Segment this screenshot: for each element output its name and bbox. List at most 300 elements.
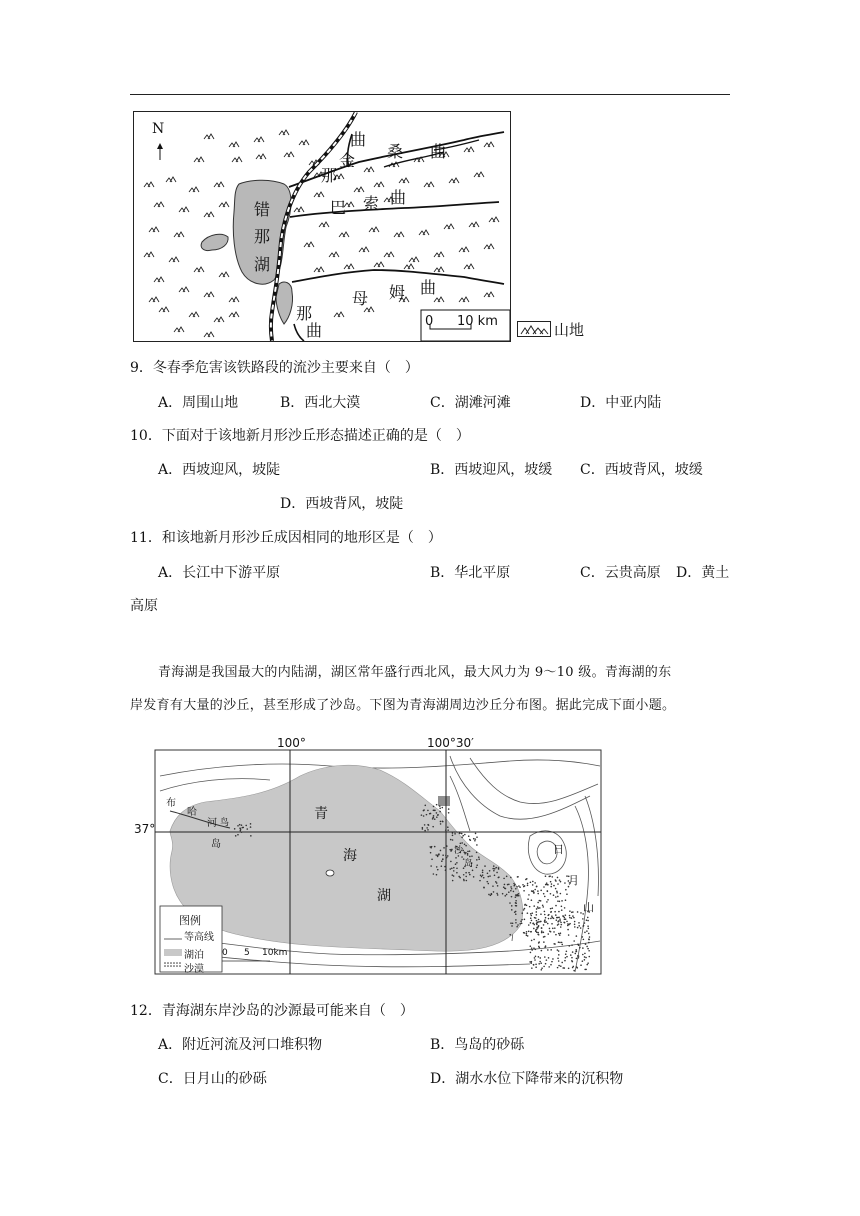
legend-desert-dot	[179, 965, 181, 967]
desert-dot	[424, 805, 426, 807]
desert-dot	[571, 917, 573, 919]
mountain-icon	[299, 140, 309, 145]
desert-dot	[493, 865, 495, 867]
desert-dot	[545, 945, 547, 947]
mountain-icon	[204, 212, 214, 217]
desert-dot	[561, 906, 563, 908]
mountain-icon	[424, 182, 434, 187]
desert-dot	[539, 947, 541, 949]
desert-dot	[573, 940, 575, 942]
desert-dot	[535, 949, 537, 951]
desert-dot	[483, 886, 485, 888]
desert-dot	[518, 885, 520, 887]
desert-dot	[455, 863, 457, 865]
desert-dot	[540, 962, 542, 964]
desert-dot	[564, 917, 566, 919]
desert-dot	[441, 807, 443, 809]
desert-dot	[511, 905, 513, 907]
desert-dot	[504, 884, 506, 886]
mountain-icon	[464, 147, 474, 152]
desert-dot	[511, 888, 513, 890]
mountain-icon	[384, 252, 394, 257]
desert-dot	[498, 867, 500, 869]
desert-dot	[585, 943, 587, 945]
desert-dot	[588, 928, 590, 930]
label-jin: 金	[339, 151, 356, 170]
desert-dot	[530, 881, 532, 883]
scale-zero: 0	[425, 314, 434, 329]
desert-dot	[550, 931, 552, 933]
legend-desert-dot	[167, 962, 169, 964]
desert-dot	[531, 912, 533, 914]
mountain-icon	[204, 292, 214, 297]
desert-dot	[427, 829, 429, 831]
label-qu-top: 曲	[350, 130, 367, 149]
desert-dot	[518, 893, 520, 895]
desert-dot	[515, 888, 517, 890]
desert-dot	[465, 845, 467, 847]
desert-dot	[235, 835, 237, 837]
option-9b: B．西北大漠	[280, 395, 361, 411]
desert-dot	[494, 868, 496, 870]
passage-line-2: 岸发育有大量的沙丘，甚至形成了沙岛。下图为青海湖周边沙丘分布图。据此完成下面小题。	[130, 698, 676, 713]
desert-dot	[531, 967, 533, 969]
desert-dot	[567, 929, 569, 931]
desert-dot	[560, 922, 562, 924]
desert-dot	[588, 939, 590, 941]
label-ri: 日	[553, 843, 564, 856]
desert-dot	[586, 930, 588, 932]
option-10a: A．西坡迎风，坡陡	[158, 462, 281, 478]
desert-dot	[242, 827, 244, 829]
desert-dot	[529, 906, 531, 908]
desert-dot	[584, 959, 586, 961]
desert-dot	[560, 893, 562, 895]
desert-dot	[241, 831, 243, 833]
desert-dot	[558, 965, 560, 967]
desert-dot	[572, 951, 574, 953]
desert-dot	[555, 934, 557, 936]
desert-dot	[470, 839, 472, 841]
desert-dot	[566, 893, 568, 895]
desert-dot	[506, 876, 508, 878]
mountain-icon	[144, 182, 154, 187]
desert-dot	[578, 925, 580, 927]
desert-dot	[565, 953, 567, 955]
mountain-icon	[314, 267, 324, 272]
label-hu: 湖	[254, 255, 271, 274]
desert-dot	[234, 828, 236, 830]
desert-dot	[239, 827, 241, 829]
mountain-icon	[517, 321, 551, 337]
desert-dot	[571, 960, 573, 962]
desert-dot	[573, 970, 575, 972]
mountain-icon	[409, 257, 419, 262]
desert-dot	[555, 888, 557, 890]
desert-dot	[539, 900, 541, 902]
legend-desert-dot	[170, 965, 172, 967]
desert-dot	[536, 920, 538, 922]
desert-dot	[515, 902, 517, 904]
desert-dot	[464, 843, 466, 845]
desert-dot	[587, 925, 589, 927]
desert-dot	[536, 908, 538, 910]
desert-dot	[545, 917, 547, 919]
label-qu-ns: 曲	[390, 188, 407, 207]
desert-dot	[554, 927, 556, 929]
desert-dot	[481, 876, 483, 878]
desert-dot	[555, 914, 557, 916]
desert-dot	[582, 936, 584, 938]
desert-dot	[538, 919, 540, 921]
desert-dot	[588, 956, 590, 958]
question-12	[130, 1001, 414, 1021]
mountain-icon	[214, 182, 224, 187]
legend-mountain	[517, 318, 584, 340]
question-number: 10．	[130, 428, 162, 444]
desert-dot	[584, 922, 586, 924]
desert-dot	[437, 855, 439, 857]
desert-dot	[510, 886, 512, 888]
desert-dot	[540, 921, 542, 923]
desert-dot	[560, 926, 562, 928]
label-sang: 桑	[387, 142, 404, 161]
desert-dot	[558, 941, 560, 943]
desert-dot	[523, 909, 525, 911]
desert-dot	[240, 830, 242, 832]
legend-desert-dot	[164, 965, 166, 967]
label-hai: 海	[343, 848, 357, 864]
desert-dot	[450, 861, 452, 863]
desert-dot	[522, 884, 524, 886]
desert-dot	[578, 957, 580, 959]
desert-dot	[531, 947, 533, 949]
desert-dot	[569, 915, 571, 917]
legend-desert-dot	[179, 962, 181, 964]
desert-dot	[528, 931, 530, 933]
desert-dot	[548, 914, 550, 916]
scale2-zero: 0	[222, 948, 228, 958]
desert-dot	[521, 923, 523, 925]
desert-dot	[543, 893, 545, 895]
desert-dots-svg	[150, 736, 610, 982]
mountain-icon	[364, 167, 374, 172]
desert-dot	[449, 868, 451, 870]
desert-dot	[532, 881, 534, 883]
desert-dot	[530, 913, 532, 915]
desert-dot	[430, 865, 432, 867]
desert-dot	[533, 939, 535, 941]
desert-dot	[589, 936, 591, 938]
desert-dot	[576, 935, 578, 937]
desert-dot	[557, 883, 559, 885]
desert-dot	[515, 919, 517, 921]
mountain-icon	[314, 192, 324, 197]
desert-dot	[577, 911, 579, 913]
desert-dot	[520, 920, 522, 922]
desert-dot	[498, 876, 500, 878]
desert-dot	[542, 906, 544, 908]
desert-dot	[552, 928, 554, 930]
desert-dot	[445, 869, 447, 871]
desert-dot	[427, 824, 429, 826]
mountain-icon	[229, 297, 239, 302]
desert-dot	[565, 899, 567, 901]
desert-dot	[588, 950, 590, 952]
desert-dot	[480, 874, 482, 876]
desert-dot	[534, 957, 536, 959]
desert-dot	[587, 962, 589, 964]
desert-dot	[533, 964, 535, 966]
desert-dot	[561, 909, 563, 911]
desert-dot	[241, 824, 243, 826]
option-12d: D．湖水水位下降带来的沉积物	[430, 1071, 624, 1087]
desert-dot	[565, 889, 567, 891]
desert-dot	[537, 934, 539, 936]
desert-dot	[560, 965, 562, 967]
desert-dot	[534, 889, 536, 891]
desert-dot	[560, 932, 562, 934]
desert-dot	[514, 911, 516, 913]
passage-line-1: 青海湖是我国最大的内陆湖，湖区常年盛行西北风，最大风力为 9～10 级。青海湖的东	[158, 665, 672, 680]
desert-dot	[469, 874, 471, 876]
desert-dot	[536, 886, 538, 888]
desert-dot	[431, 858, 433, 860]
desert-dot	[442, 854, 444, 856]
mountain-icon	[159, 307, 169, 312]
mountain-icon	[154, 202, 164, 207]
desert-dot	[557, 957, 559, 959]
desert-dot	[517, 876, 519, 878]
desert-dot	[550, 964, 552, 966]
legend-mountain-label: 山地	[554, 320, 585, 339]
desert-dot	[574, 926, 576, 928]
desert-dot	[433, 806, 435, 808]
desert-dot	[486, 881, 488, 883]
desert-dot	[586, 964, 588, 966]
desert-dot	[521, 919, 523, 921]
north-label: N	[152, 121, 165, 137]
desert-dot	[556, 919, 558, 921]
desert-dot	[568, 934, 570, 936]
desert-dot	[468, 835, 470, 837]
desert-dot	[559, 942, 561, 944]
desert-dot	[447, 829, 449, 831]
desert-dot	[551, 915, 553, 917]
desert-dot	[550, 893, 552, 895]
lat-37: 37°	[134, 822, 156, 836]
desert-dot	[482, 869, 484, 871]
desert-dot	[550, 911, 552, 913]
desert-dot	[430, 852, 432, 854]
desert-dot	[436, 816, 438, 818]
mountain-icon	[419, 230, 429, 235]
mountain-icon	[434, 252, 444, 257]
desert-dot	[526, 931, 528, 933]
map-cuona-lake	[133, 111, 511, 342]
desert-dot	[446, 845, 448, 847]
label-na-south: 那	[296, 304, 313, 323]
desert-dot	[531, 949, 533, 951]
desert-dot	[487, 876, 489, 878]
desert-dot	[467, 853, 469, 855]
desert-dot	[536, 929, 538, 931]
desert-dot	[560, 881, 562, 883]
desert-dot	[558, 933, 560, 935]
desert-dot	[584, 956, 586, 958]
desert-dot	[478, 856, 480, 858]
desert-dot	[521, 912, 523, 914]
option-10c: C．西坡背风，坡缓	[580, 462, 703, 478]
desert-dot	[513, 885, 515, 887]
desert-dot	[432, 818, 434, 820]
desert-dot	[585, 969, 587, 971]
question-number: 9．	[130, 360, 153, 376]
desert-dot	[472, 870, 474, 872]
desert-dot	[461, 833, 463, 835]
scale2-ten: 10km	[262, 948, 288, 958]
desert-dot	[535, 966, 537, 968]
desert-dot	[564, 960, 566, 962]
desert-dot	[424, 824, 426, 826]
desert-dot	[557, 896, 559, 898]
desert-dot	[524, 904, 526, 906]
desert-dot	[451, 868, 453, 870]
desert-dot	[579, 947, 581, 949]
desert-dot	[461, 837, 463, 839]
desert-dot	[452, 880, 454, 882]
desert-dot	[537, 890, 539, 892]
legend-contour: 等高线	[184, 932, 214, 943]
desert-dot	[565, 957, 567, 959]
desert-dot	[530, 931, 532, 933]
desert-dot	[547, 923, 549, 925]
mountain-icon	[149, 227, 159, 232]
desert-dot	[586, 946, 588, 948]
desert-dot	[557, 921, 559, 923]
mountain-icon	[434, 267, 444, 272]
desert-dot	[509, 934, 511, 936]
desert-dot	[538, 956, 540, 958]
desert-dot	[476, 852, 478, 854]
mountain-icon	[369, 227, 379, 232]
mountain-icon	[339, 232, 349, 237]
desert-dot	[497, 885, 499, 887]
desert-dot	[502, 893, 504, 895]
desert-dot	[549, 928, 551, 930]
desert-dot	[246, 828, 248, 830]
mountain-icon	[489, 217, 499, 222]
desert-dot	[463, 880, 465, 882]
desert-dot	[545, 963, 547, 965]
desert-dot	[531, 920, 533, 922]
desert-dot	[532, 891, 534, 893]
header-rule	[130, 94, 730, 95]
desert-dot	[527, 885, 529, 887]
desert-dot	[445, 854, 447, 856]
desert-dot	[550, 918, 552, 920]
desert-dot	[574, 924, 576, 926]
desert-dot	[572, 915, 574, 917]
desert-dot	[476, 844, 478, 846]
desert-dot	[533, 928, 535, 930]
desert-dot	[550, 908, 552, 910]
mountain-icon	[204, 332, 214, 337]
desert-dot-layer	[150, 736, 610, 982]
mountain-icon	[374, 182, 384, 187]
desert-dot	[527, 898, 529, 900]
desert-dot	[529, 961, 531, 963]
desert-dot	[541, 969, 543, 971]
desert-dot	[556, 892, 558, 894]
desert-dot	[541, 927, 543, 929]
desert-dot	[577, 955, 579, 957]
desert-dot	[543, 941, 545, 943]
desert-dot	[568, 924, 570, 926]
desert-dot	[562, 915, 564, 917]
label-dao: 岛	[211, 839, 221, 850]
desert-dot	[577, 943, 579, 945]
desert-dot	[519, 923, 521, 925]
desert-dot	[530, 917, 532, 919]
desert-dot	[515, 913, 517, 915]
desert-dot	[441, 865, 443, 867]
desert-dot	[543, 886, 545, 888]
option-11c: C．云贵高原	[580, 565, 661, 581]
mountain-icon	[474, 172, 484, 177]
desert-dot	[239, 824, 241, 826]
desert-dot	[583, 939, 585, 941]
desert-dot	[558, 950, 560, 952]
desert-dot	[588, 933, 590, 935]
mountain-icon	[254, 137, 264, 142]
desert-dot	[423, 815, 425, 817]
desert-dot	[519, 886, 521, 888]
desert-dot	[553, 918, 555, 920]
desert-dot	[528, 894, 530, 896]
desert-dot	[544, 956, 546, 958]
desert-dot	[565, 918, 567, 920]
desert-dot	[512, 922, 514, 924]
desert-dot	[439, 805, 441, 807]
desert-dot	[467, 851, 469, 853]
label-ha: 哈	[187, 807, 197, 818]
desert-dot	[558, 911, 560, 913]
desert-dot	[587, 948, 589, 950]
desert-dot	[563, 921, 565, 923]
desert-dot	[562, 967, 564, 969]
desert-dot	[515, 900, 517, 902]
desert-dot	[559, 918, 561, 920]
desert-dot	[427, 810, 429, 812]
mountain-icon	[294, 207, 304, 212]
small-lake	[201, 234, 228, 250]
desert-dot	[496, 893, 498, 895]
option-11d-cont: 高原	[130, 598, 158, 614]
desert-dot	[536, 927, 538, 929]
desert-dot	[569, 910, 571, 912]
desert-dot	[523, 890, 525, 892]
option-11a: A．长江中下游平原	[158, 565, 281, 581]
desert-dot	[526, 905, 528, 907]
mountain-icon	[404, 264, 414, 269]
question-9	[130, 358, 419, 378]
desert-dot	[250, 826, 252, 828]
desert-dot	[561, 962, 563, 964]
desert-dot	[497, 894, 499, 896]
question-11	[130, 528, 442, 548]
desert-dot	[433, 815, 435, 817]
